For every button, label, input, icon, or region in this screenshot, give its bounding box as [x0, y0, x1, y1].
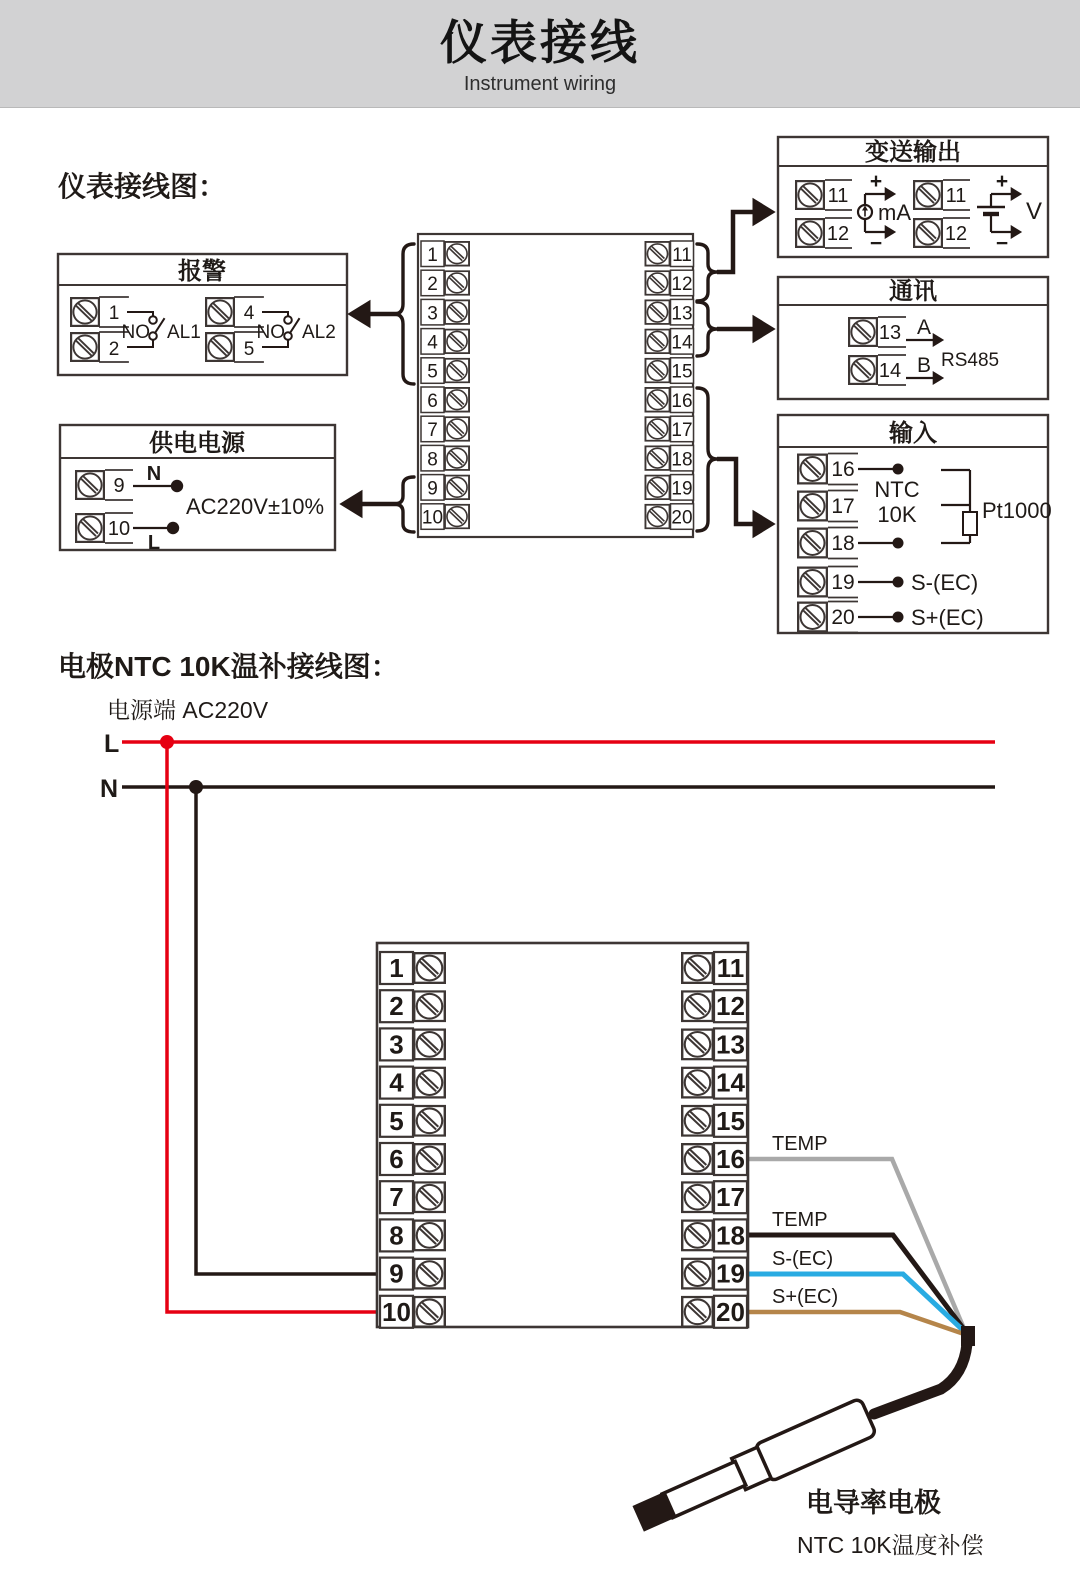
comm-title: 通讯 [889, 278, 937, 305]
terminal-8 [380, 1219, 445, 1251]
transmit-v-minus: − [995, 232, 1009, 255]
power-title: 供电电源 [149, 430, 245, 457]
alarm-terminal-5: 5 [243, 339, 255, 360]
terminal-number: 16 [716, 1143, 745, 1174]
input-box [778, 415, 1052, 633]
input-s-minus-label: S-(EC) [911, 570, 979, 595]
terminal-8 [421, 445, 469, 471]
live-line-label: L [104, 730, 120, 758]
terminal-number: 8 [389, 1220, 404, 1251]
comm-a-label: A [917, 316, 932, 339]
page-title: 仪表接线 [440, 16, 640, 69]
input-terminal-number: 16 [831, 458, 855, 481]
wire-label-s-plus: S+(EC) [772, 1286, 839, 1308]
terminal-number: 7 [389, 1182, 404, 1213]
power-l-label: L [147, 532, 161, 554]
terminal-number: 12 [716, 991, 745, 1022]
upper-terminal-block [418, 234, 694, 537]
comm-terminal-14: 14 [878, 360, 902, 382]
terminal-number: 18 [716, 1220, 745, 1251]
power-terminal-10: 10 [107, 518, 131, 540]
comm-b-label: B [917, 354, 932, 377]
terminal-number: 18 [671, 449, 693, 471]
terminal-number: 5 [389, 1105, 404, 1136]
terminal-number: 14 [671, 332, 693, 354]
terminal-number: 11 [672, 244, 692, 266]
comm-protocol-label: RS485 [941, 350, 1000, 371]
alarm-box [58, 254, 347, 375]
terminal-10 [380, 1296, 445, 1328]
terminal-18 [682, 1219, 747, 1251]
terminal-number: 13 [671, 303, 693, 325]
terminal-10 [421, 504, 469, 530]
terminal-number: 14 [716, 1067, 745, 1098]
terminal-number: 4 [389, 1067, 404, 1098]
terminal-number: 6 [389, 1143, 404, 1174]
terminal-1 [421, 241, 469, 267]
terminal-number: 17 [716, 1182, 745, 1213]
terminal-number: 6 [427, 390, 438, 412]
terminal-17 [682, 1181, 747, 1213]
terminal-19 [645, 475, 693, 501]
alarm-terminal-2: 2 [108, 339, 120, 360]
source-label: 电源端 AC220V [107, 697, 269, 723]
input-ntc-line2: 10K [877, 502, 917, 527]
power-terminal-9: 9 [113, 475, 125, 497]
terminal-number: 20 [716, 1296, 745, 1327]
transmit-title: 变送输出 [865, 139, 961, 166]
alarm-title: 报警 [178, 258, 226, 285]
electrode-name: 电导率电极 [806, 1488, 941, 1518]
electrode-cable [874, 1344, 967, 1414]
transmit-ma-label: mA [878, 200, 911, 225]
terminal-number: 5 [427, 361, 438, 383]
terminal-number: 15 [716, 1105, 745, 1136]
terminal-19 [682, 1258, 747, 1290]
terminal-14 [682, 1067, 747, 1099]
power-box [60, 425, 335, 554]
terminal-5 [380, 1105, 445, 1137]
input-terminal-number: 18 [831, 532, 855, 555]
terminal-16 [645, 387, 693, 413]
terminal-number: 9 [389, 1258, 404, 1289]
terminal-number: 7 [427, 420, 438, 442]
live-junction-dot [160, 735, 174, 749]
terminal-6 [421, 387, 469, 413]
terminal-9 [421, 475, 469, 501]
terminal-number: 19 [716, 1258, 745, 1289]
terminal-4 [380, 1067, 445, 1099]
terminal-18 [645, 445, 693, 471]
alarm-al2-label: AL2 [302, 322, 336, 343]
terminal-5 [421, 358, 469, 384]
alarm-no1-label: NO [121, 322, 150, 343]
alarm-no2-label: NO [256, 322, 285, 343]
transmit-v-terminal-11: 11 [945, 185, 967, 207]
terminal-number: 15 [671, 361, 693, 383]
ec-plus-wire-brown [748, 1312, 964, 1334]
terminal-number: 2 [389, 991, 404, 1022]
terminal-7 [421, 416, 469, 442]
input-ntc-line1: NTC [874, 477, 920, 502]
transmit-box [778, 137, 1048, 257]
terminal-number: 20 [671, 507, 693, 529]
transmit-v-label: V [1026, 198, 1043, 225]
terminal-4 [421, 329, 469, 355]
terminal-3 [380, 1028, 445, 1060]
comm-terminal-13: 13 [878, 322, 902, 344]
section2-label: 电极NTC 10K温补接线图： [58, 651, 399, 682]
transmit-ma-terminal-12: 12 [826, 223, 850, 245]
alarm-terminal-1: 1 [108, 303, 120, 324]
terminal-number: 13 [716, 1029, 745, 1060]
terminal-13 [682, 1028, 747, 1060]
terminal-2 [421, 270, 469, 296]
terminal-number: 3 [427, 303, 438, 325]
wire-label-s-minus: S-(EC) [772, 1248, 834, 1270]
alarm-al1-label: AL1 [167, 322, 201, 343]
terminal-number: 4 [427, 332, 438, 354]
terminal-11 [645, 241, 693, 267]
terminal-16 [682, 1143, 747, 1175]
terminal-15 [645, 358, 693, 384]
terminal-number: 10 [382, 1296, 411, 1327]
terminal-number: 2 [427, 274, 438, 296]
terminal-20 [682, 1296, 747, 1328]
lower-terminal-block [377, 943, 748, 1328]
terminal-7 [380, 1181, 445, 1213]
input-title: 输入 [889, 420, 937, 447]
neutral-junction-dot [189, 780, 203, 794]
neutral-wire-to-terminal9 [196, 787, 378, 1274]
terminal-number: 16 [671, 390, 693, 412]
terminal-number: 11 [716, 952, 745, 983]
terminal-11 [682, 952, 747, 984]
input-terminal-number: 17 [831, 495, 855, 518]
terminal-17 [645, 416, 693, 442]
terminal-number: 8 [427, 449, 438, 471]
section1-label: 仪表接线图： [58, 171, 227, 202]
power-voltage-label: AC220V±10% [186, 494, 325, 519]
input-pt1000-label: Pt1000 [982, 498, 1052, 523]
terminal-number: 3 [389, 1029, 404, 1060]
wire-label-temp1: TEMP [772, 1133, 828, 1155]
neutral-line-label: N [100, 775, 119, 803]
terminal-number: 12 [671, 274, 693, 296]
terminal-3 [421, 299, 469, 325]
transmit-ma-plus: + [869, 170, 883, 193]
terminal-1 [380, 952, 445, 984]
input-s-plus-label: S+(EC) [911, 605, 984, 630]
terminal-number: 1 [427, 244, 438, 266]
terminal-number: 19 [671, 478, 693, 500]
power-n-label: N [146, 463, 162, 485]
terminal-12 [682, 990, 747, 1022]
terminal-20 [645, 504, 693, 530]
transmit-ma-terminal-11: 11 [827, 185, 849, 207]
terminal-number: 1 [389, 952, 404, 983]
wire-label-temp2: TEMP [772, 1209, 828, 1231]
terminal-14 [645, 329, 693, 355]
terminal-9 [380, 1258, 445, 1290]
transmit-v-plus: + [995, 170, 1009, 193]
terminal-13 [645, 299, 693, 325]
transmit-v-terminal-12: 12 [944, 223, 968, 245]
live-wire-to-terminal10 [167, 742, 378, 1312]
terminal-number: 10 [421, 507, 444, 529]
transmit-ma-minus: − [869, 232, 883, 255]
terminal-2 [380, 990, 445, 1022]
comm-box [778, 277, 1048, 399]
terminal-6 [380, 1143, 445, 1175]
input-terminal-number: 20 [831, 606, 855, 629]
terminal-number: 9 [427, 478, 438, 500]
input-terminal-number: 19 [831, 571, 855, 594]
page-subtitle: Instrument wiring [463, 73, 617, 95]
alarm-terminal-4: 4 [243, 303, 255, 324]
terminal-number: 17 [671, 420, 693, 442]
terminal-12 [645, 270, 693, 296]
terminal-15 [682, 1105, 747, 1137]
electrode-note: NTC 10K温度补偿 [797, 1532, 984, 1558]
